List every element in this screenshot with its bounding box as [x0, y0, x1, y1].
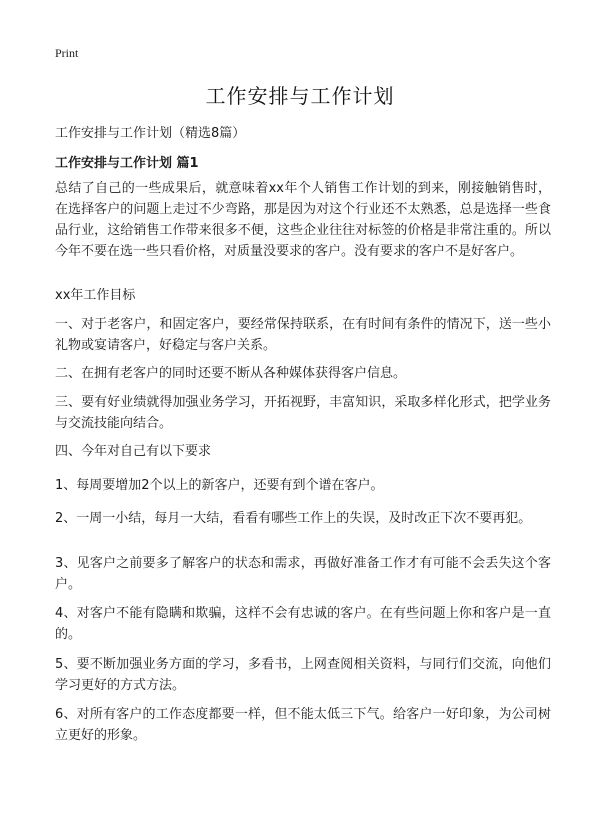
paragraph-item-3: 三、要有好业绩就得加强业务学习，开拓视野，丰富知识，采取多样化形式，把学业务与交流技能向结合。: [55, 395, 551, 431]
paragraph-item-2: 二、在拥有老客户的同时还要不断从各种媒体获得客户信息。: [55, 366, 407, 381]
paragraph-requirement-5: 5、要不断加强业务方面的学习，多看书，上网查阅相关资料，与同行们交流，向他们学习更好的方式方法。: [55, 657, 551, 693]
document-subtitle: 工作安排与工作计划（精选8篇）: [55, 126, 246, 141]
section-heading: 工作安排与工作计划 篇1: [55, 156, 199, 171]
paragraph-requirement-2: 2、一周一小结，每月一大结，看看有哪些工作上的失误，及时改正下次不要再犯。: [55, 511, 532, 526]
paragraph-intro: 总结了自己的一些成果后，就意味着xx年个人销售工作计划的到来，刚接触销售时，在选择客户的问题上走过不少弯路，那是因为对这个行业还不太熟悉，总是选择一些食品行业，这给销售工作带来很多不便，这些企业往往对标签的价格是非常注重的。所以今年不要在选一些只看价格，对质量没要求的客户。没有要求的客户不是好客户。: [55, 181, 551, 259]
paragraph-requirement-3: 3、见客户之前要多了解客户的状态和需求，再做好准备工作才有可能不会丢失这个客户。: [55, 556, 551, 592]
print-label: Print: [55, 46, 79, 60]
paragraph-requirement-4: 4、对客户不能有隐瞒和欺骗，这样不会有忠诚的客户。在有些问题上你和客户是一直的。: [55, 606, 551, 642]
paragraph-requirement-6: 6、对所有客户的工作态度都要一样，但不能太低三下气。给客户一好印象，为公司树立更好的形象。: [55, 707, 551, 743]
paragraph-item-1: 一、对于老客户，和固定客户，要经常保持联系，在有时间有条件的情况下，送一些小礼物或宴请客户，好稳定与客户关系。: [55, 317, 551, 353]
paragraph-item-4: 四、今年对自己有以下要求: [55, 444, 212, 459]
paragraph-goal-heading: xx年工作目标: [55, 288, 136, 303]
page-title: 工作安排与工作计划: [205, 84, 395, 108]
paragraph-requirement-1: 1、每周要增加2个以上的新客户，还要有到个谱在客户。: [55, 478, 384, 493]
